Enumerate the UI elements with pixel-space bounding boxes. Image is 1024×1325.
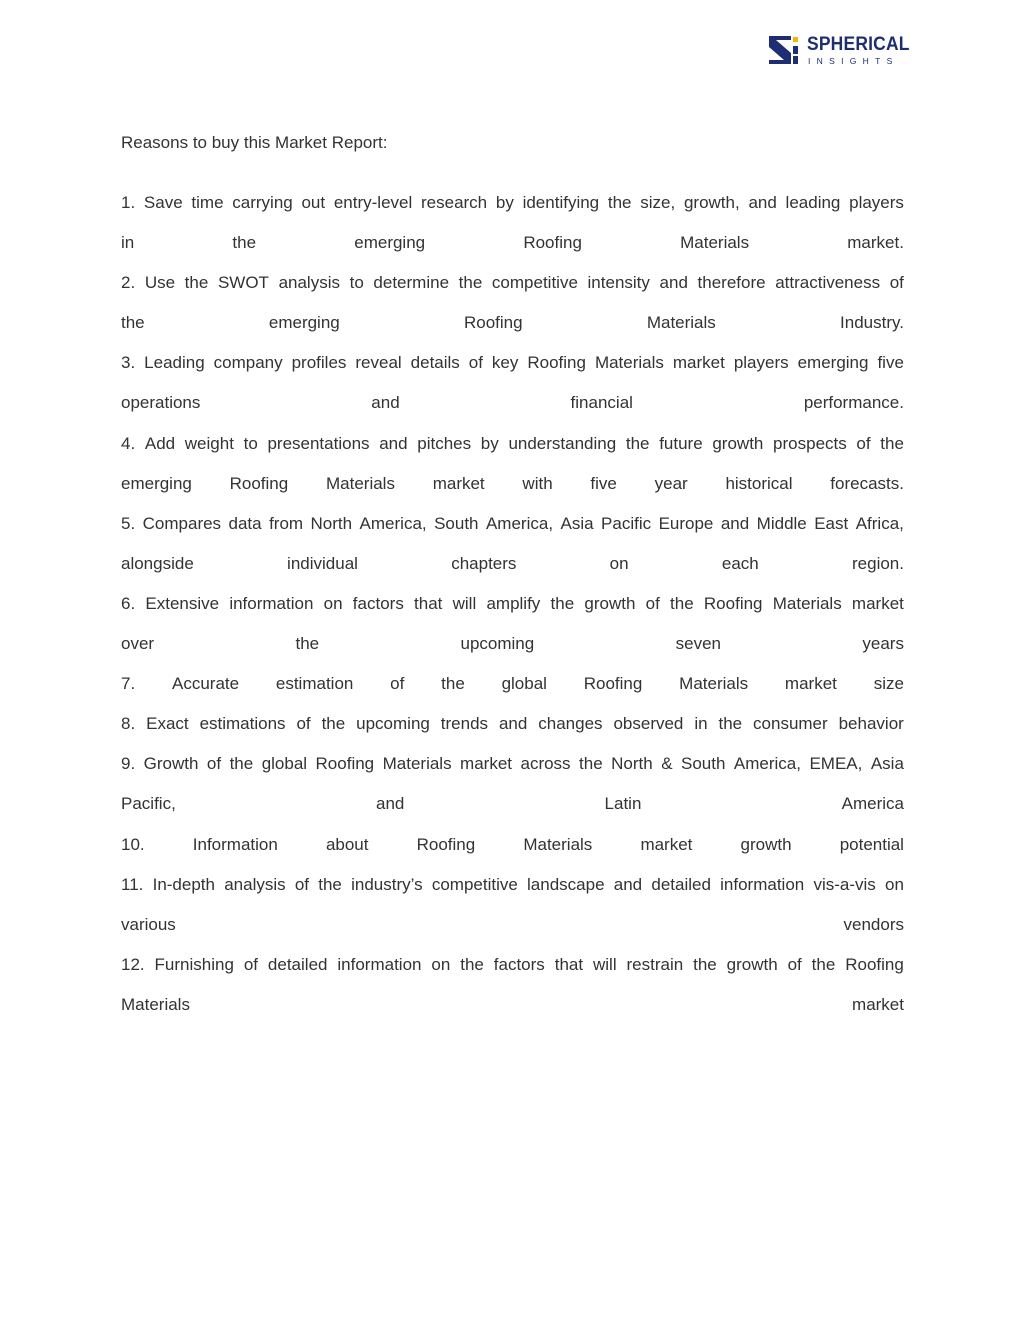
brand-tagline: INSIGHTS bbox=[808, 56, 899, 66]
list-item-line: over the upcoming seven years bbox=[121, 634, 904, 654]
list-item-line: 8. Exact estimations of the upcoming trends and changes observed in the consumer behavior bbox=[121, 714, 904, 734]
list-item-line: 4. Add weight to presentations and pitches by understanding the future growth prospects of the bbox=[121, 433, 904, 453]
list-item-line: 5. Compares data from North America, South America, Asia Pacific Europe and Middle East Africa, bbox=[121, 513, 904, 533]
list-item-line: 1. Save time carrying out entry-level research by identifying the size, growth, and leading players bbox=[121, 193, 904, 212]
list-item-line: 6. Extensive information on factors that will amplify the growth of the Roofing Materials market bbox=[121, 593, 904, 613]
list-item-line: 12. Furnishing of detailed information on the factors that will restrain the growth of the Roofing bbox=[121, 954, 904, 974]
list-item-line: Pacific, and Latin America bbox=[121, 794, 904, 814]
list-item bbox=[121, 955, 904, 1035]
brand-name: SPHERICAL bbox=[807, 34, 910, 55]
list-item-line: emerging Roofing Materials market with five year historical forecasts. bbox=[121, 473, 904, 493]
list-item bbox=[121, 353, 904, 433]
list-item-line: 10. Information about Roofing Materials market growth potential bbox=[121, 834, 904, 854]
list-item-line: 9. Growth of the global Roofing Materials market across the North & South America, EMEA, Asia bbox=[121, 754, 904, 774]
list-item-line: 3. Leading company profiles reveal details of key Roofing Materials market players emerging five bbox=[121, 353, 904, 373]
reasons-list bbox=[121, 193, 904, 1035]
list-item bbox=[121, 273, 904, 353]
list-item bbox=[121, 714, 904, 754]
list-item-line: alongside individual chapters on each region. bbox=[121, 553, 904, 573]
list-item bbox=[121, 594, 904, 674]
list-item bbox=[121, 835, 904, 875]
list-item-line: 11. In-depth analysis of the industry’s competitive landscape and detailed information vis-a-vis on bbox=[121, 874, 904, 894]
list-item-line: the emerging Roofing Materials Industry. bbox=[121, 313, 904, 333]
list-item bbox=[121, 434, 904, 514]
list-item-line: in the emerging Roofing Materials market. bbox=[121, 233, 904, 253]
list-item bbox=[121, 754, 904, 834]
spherical-insights-logo-icon bbox=[769, 36, 801, 64]
section-heading: Reasons to buy this Market Report: bbox=[121, 133, 388, 152]
list-item bbox=[121, 193, 904, 273]
list-item-line: various vendors bbox=[121, 914, 904, 934]
list-item-line: 7. Accurate estimation of the global Roofing Materials market size bbox=[121, 674, 904, 694]
list-item bbox=[121, 514, 904, 594]
list-item-line: 2. Use the SWOT analysis to determine the competitive intensity and therefore attractiveness of bbox=[121, 273, 904, 293]
brand-logo bbox=[769, 34, 909, 68]
list-item bbox=[121, 875, 904, 955]
list-item bbox=[121, 674, 904, 714]
list-item-line: Materials market bbox=[121, 994, 904, 1014]
list-item-line: operations and financial performance. bbox=[121, 393, 904, 413]
